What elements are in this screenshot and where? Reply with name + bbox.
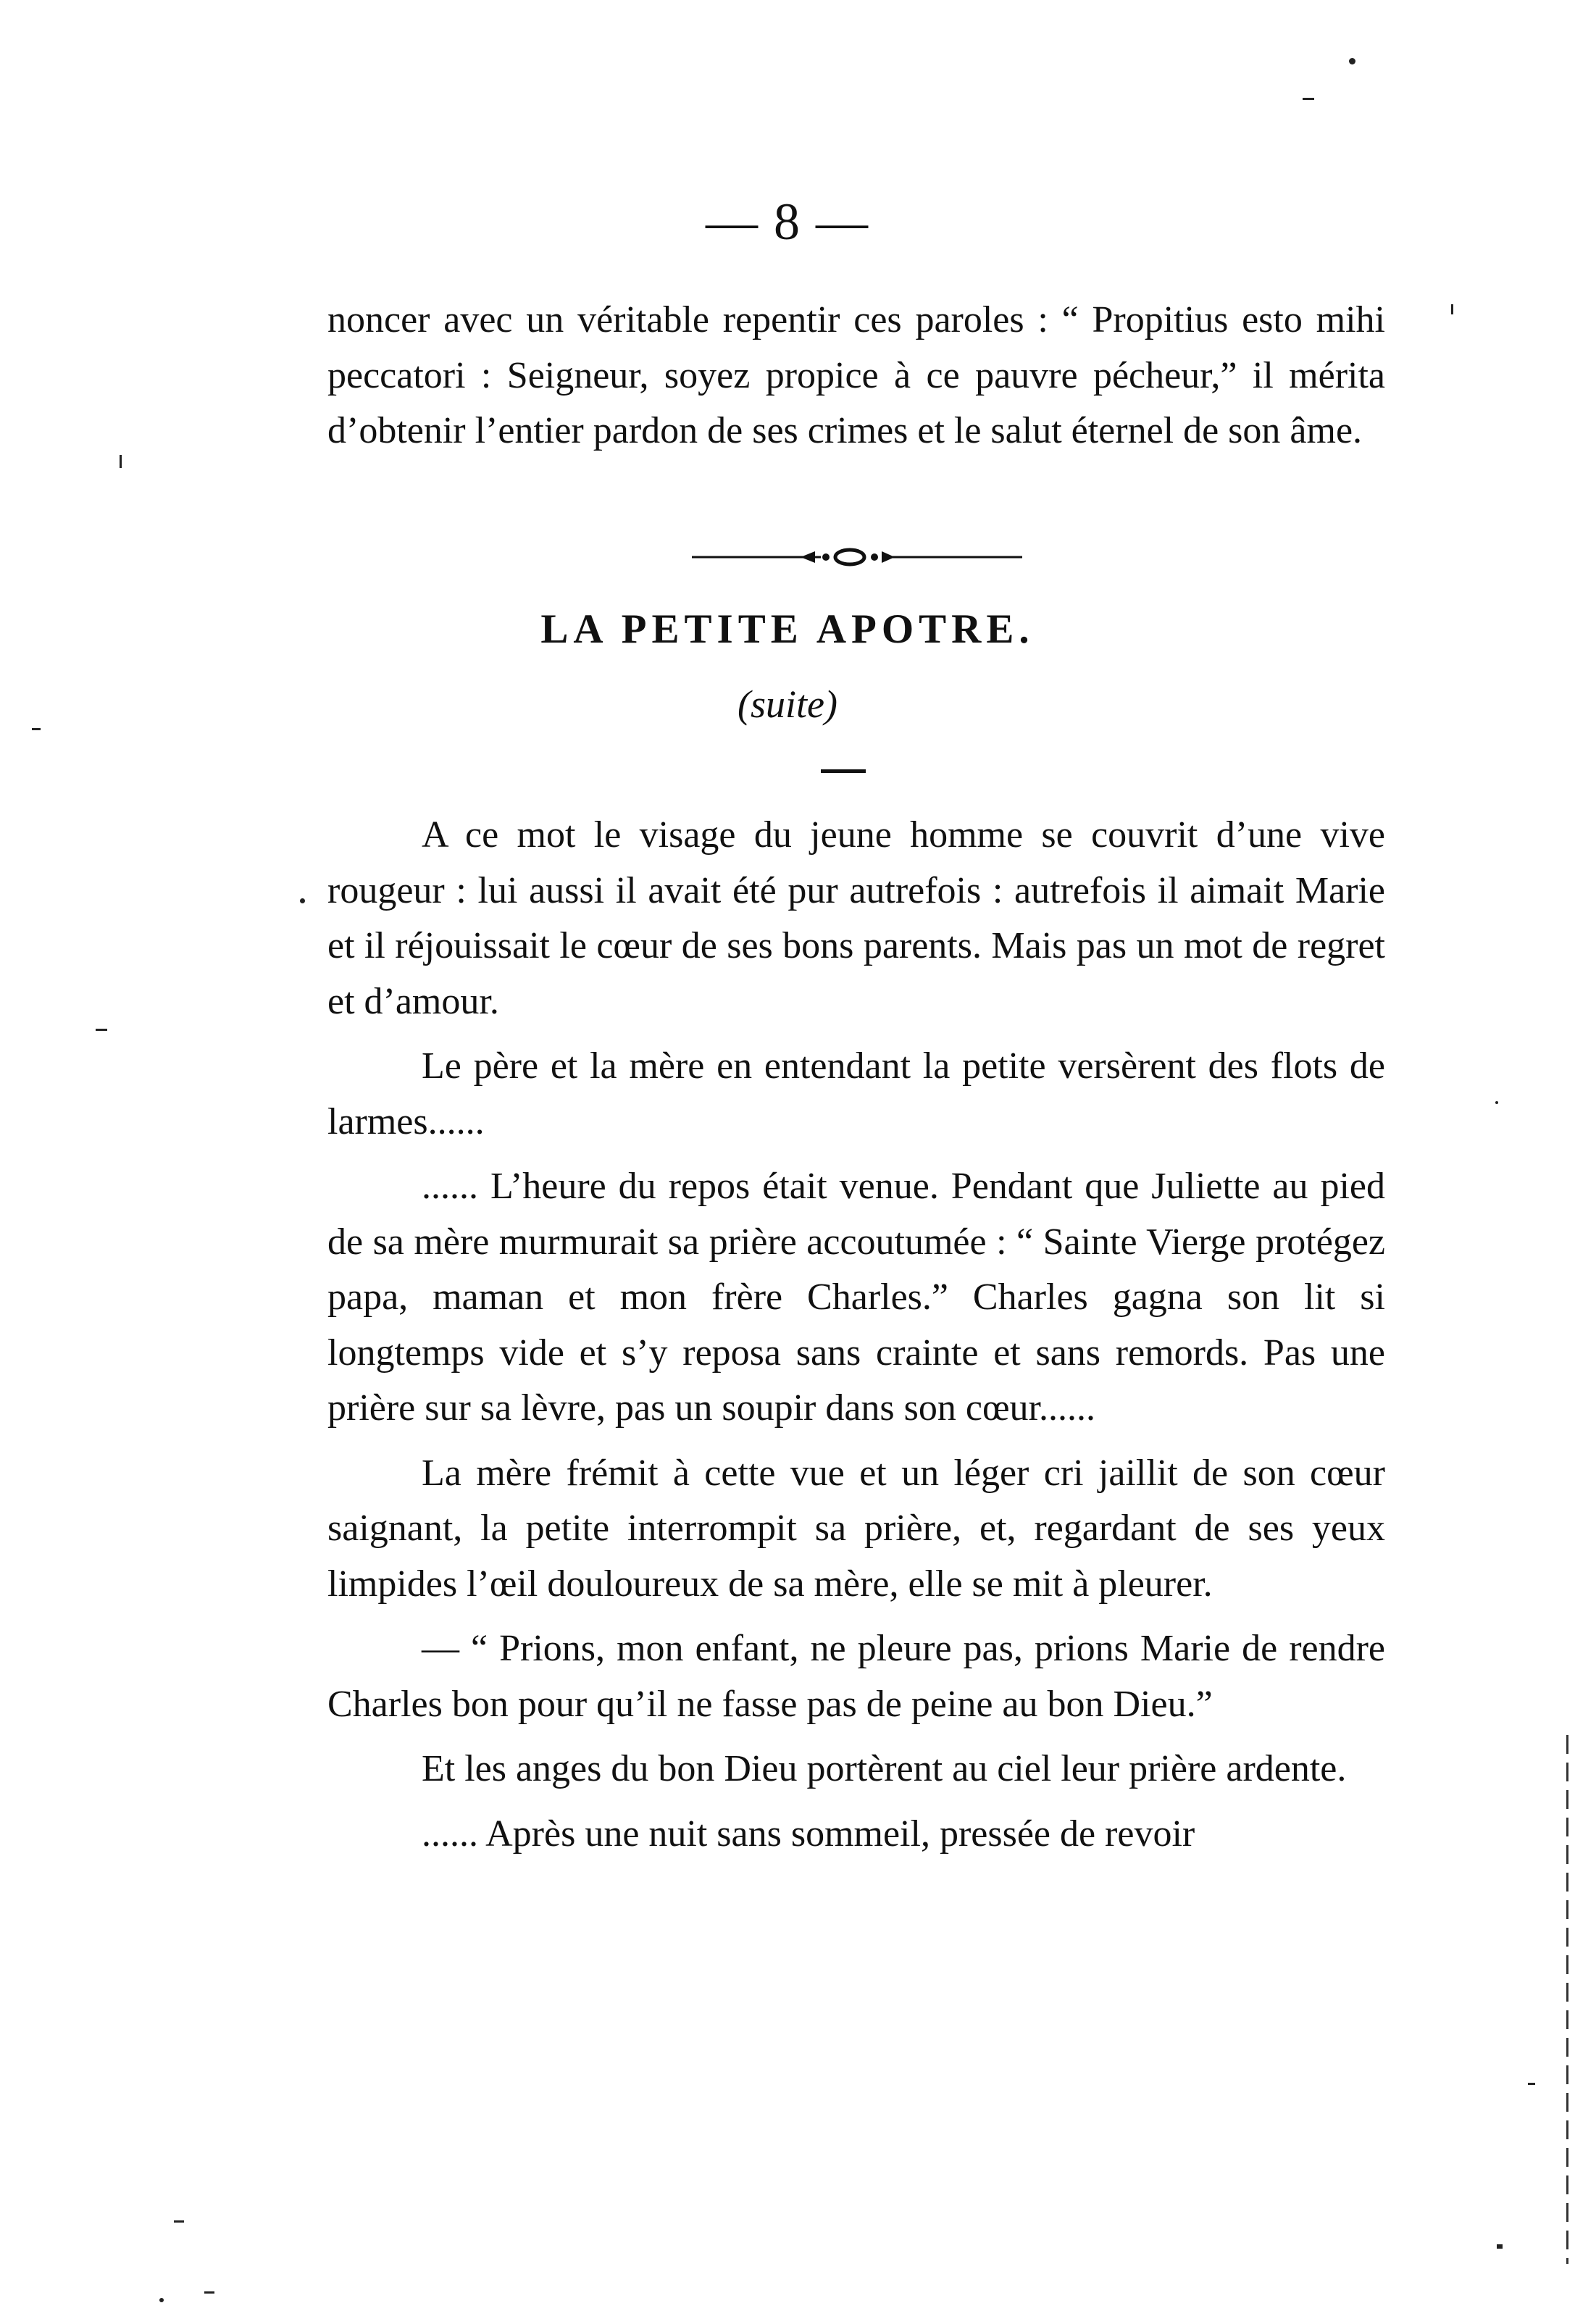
scan-speck xyxy=(300,898,305,903)
scan-speck xyxy=(1495,1101,1498,1104)
section-title: LA PETITE APOTRE. xyxy=(540,606,1035,652)
ornament-arrow-left xyxy=(801,551,815,563)
story-text xyxy=(327,808,1385,1862)
story-paragraph: Le père et la mère en entendant la petite versèrent des flots de larmes...... xyxy=(327,1045,1385,1142)
story-paragraph: A ce mot le visage du jeune homme se couvrit d’une vive rougeur : lui aussi il avait été pur autrefois : autrefois il aimait Marie et il réjouissait le cœur de ses bons parents. Mais pas un mot de regret et d’amour. xyxy=(327,814,1385,1022)
ornament-center-loop xyxy=(835,550,864,564)
scan-speck xyxy=(1349,58,1355,64)
ornament-dot-right xyxy=(871,553,878,561)
scan-speck xyxy=(174,2220,184,2223)
ornament-dot-left xyxy=(822,553,830,561)
scan-speck xyxy=(96,1029,107,1031)
intro-paragraph-block xyxy=(327,293,1385,459)
scan-speck xyxy=(1528,2083,1535,2085)
page-edge-shadow xyxy=(1566,1735,1568,2264)
scan-speck xyxy=(1451,304,1453,314)
scan-speck xyxy=(204,2291,214,2294)
story-paragraph: Et les anges du bon Dieu portèrent au ciel leur prière ardente. xyxy=(422,1748,1347,1789)
scan-speck xyxy=(120,455,122,468)
short-divider-rule xyxy=(821,769,866,773)
story-paragraph: ...... L’heure du repos était venue. Pendant que Juliette au pied de sa mère murmurait sa prière accoutumée : “ Sainte Vierge protégez papa, maman et mon frère Charles.” Charles gagna son lit si longtemps vide et s’y reposa sans crainte et sans remords. Pas une prière sur sa lèvre, pas un soupir dans son cœur...... xyxy=(327,1166,1385,1429)
page-number: — 8 — xyxy=(706,193,869,251)
intro-paragraph: noncer avec un véritable repentir ces paroles : “ Propitius esto mihi peccatori : Seigneur, soyez propice à ce pauvre pécheur,” il mérita d’obtenir l’entier pardon de ses crimes et le salut éternel de son âme. xyxy=(327,299,1385,451)
scan-speck xyxy=(32,728,41,730)
ornament-divider xyxy=(692,545,1022,569)
story-paragraph: La mère frémit à cette vue et un léger cri jaillit de son cœur saignant, la petite interrompit sa prière, et, regardant de ses yeux limpides l’œil douloureux de sa mère, elle se mit à pleurer. xyxy=(327,1452,1385,1605)
scan-speck xyxy=(1497,2244,1503,2249)
scan-speck xyxy=(159,2298,164,2302)
story-paragraph: ...... Après une nuit sans sommeil, pressée de revoir xyxy=(422,1813,1195,1855)
scan-speck xyxy=(1303,98,1314,100)
section-subtitle: (suite) xyxy=(738,682,837,726)
story-paragraph: — “ Prions, mon enfant, ne pleure pas, prions Marie de rendre Charles bon pour qu’il ne fasse pas de peine au bon Dieu.” xyxy=(327,1628,1385,1725)
